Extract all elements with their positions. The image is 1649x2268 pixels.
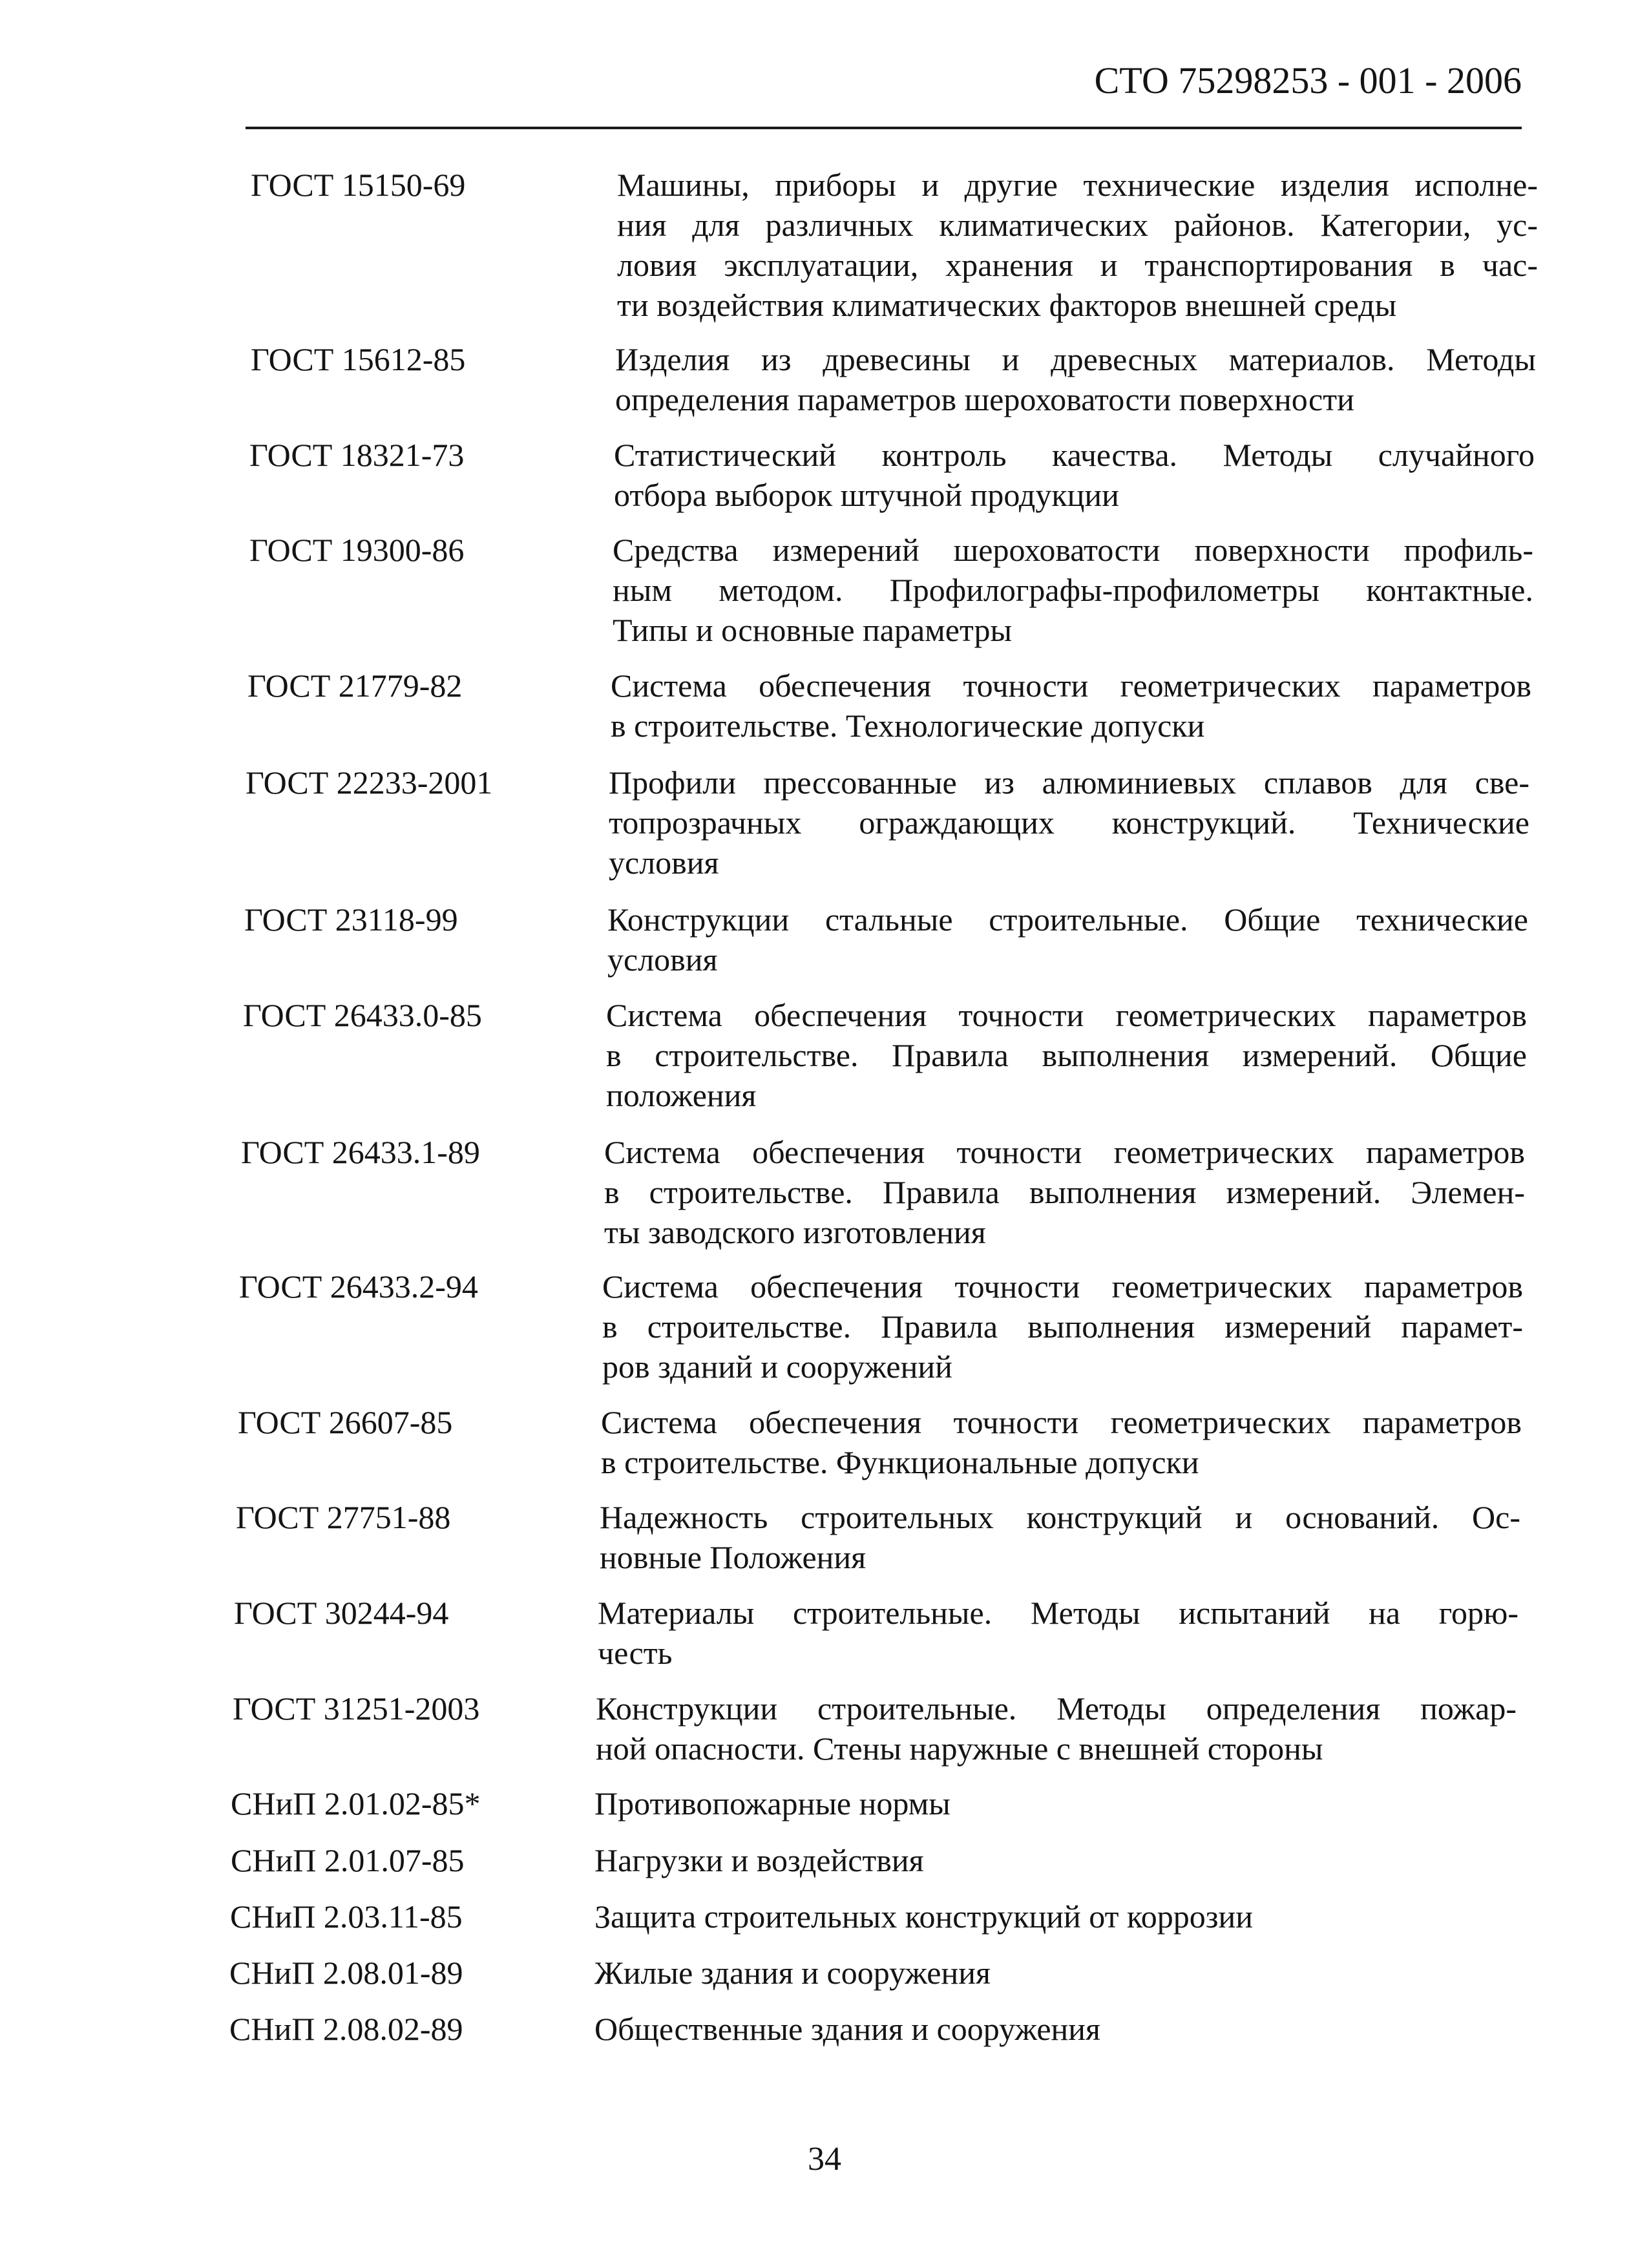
reference-title-line: положения (606, 1077, 757, 1113)
reference-entry (0, 1132, 1649, 1250)
reference-title (600, 1497, 1520, 1577)
reference-title (617, 165, 1538, 325)
reference-title-line: в строительстве. Функциональные допуски (601, 1444, 1199, 1480)
reference-entry (0, 530, 1649, 648)
reference-code: ГОСТ 15612-85 (251, 341, 466, 377)
reference-title-line: Статистический контроль качества. Методы случайного (614, 437, 1535, 473)
reference-entry (0, 1266, 1649, 1385)
reference-title (596, 1688, 1517, 1769)
reference-code: ГОСТ 23118-99 (244, 901, 458, 938)
reference-code: СНиП 2.08.02-89 (229, 2011, 463, 2047)
reference-entry (0, 899, 1649, 978)
reference-code: ГОСТ 18321-73 (249, 437, 465, 473)
reference-title-line: ловия эксплуатации, хранения и транспортирования в час- (617, 247, 1538, 283)
reference-title-line: Надежность строительных конструкций и оснований. Ос- (600, 1499, 1520, 1535)
reference-title (607, 899, 1528, 980)
reference-code: СНиП 2.01.02-85* (231, 1785, 481, 1822)
reference-title-line: Система обеспечения точности геометрических параметров (606, 997, 1527, 1033)
reference-title (611, 666, 1531, 746)
reference-title-line: ты заводского изготовления (604, 1214, 986, 1250)
reference-entry (0, 762, 1649, 881)
reference-entry (0, 1840, 1649, 1880)
reference-title (613, 530, 1533, 650)
reference-title-line: честь (598, 1635, 673, 1671)
reference-title-line: в строительстве. Правила выполнения измерений. Элемен- (604, 1174, 1525, 1210)
reference-code: ГОСТ 31251-2003 (233, 1690, 480, 1727)
document-code-header: СТО 75298253 - 001 - 2006 (1094, 59, 1522, 101)
reference-entry (0, 435, 1649, 513)
reference-title (598, 1593, 1518, 1673)
reference-title-line: Система обеспечения точности геометрических параметров (602, 1268, 1523, 1305)
reference-title-line: Система обеспечения точности геометрических параметров (611, 667, 1531, 704)
reference-entry (0, 1953, 1649, 1993)
reference-title (604, 1132, 1525, 1252)
reference-title-line: в строительстве. Правила выполнения измерений парамет- (602, 1308, 1523, 1345)
reference-title-line: Общественные здания и сооружения (594, 2011, 1101, 2047)
reference-title-line: Противопожарные нормы (594, 1785, 951, 1822)
reference-title-line: Профили прессованные из алюминиевых сплавов для све- (609, 764, 1529, 801)
reference-title (594, 1896, 1515, 1937)
reference-title (609, 762, 1529, 883)
reference-entry (0, 1497, 1649, 1575)
reference-title-line: условия (609, 845, 719, 881)
reference-title-line: отбора выборок штучной продукции (614, 477, 1119, 513)
reference-title-line: Средства измерений шероховатости поверхности профиль- (613, 532, 1533, 568)
reference-title-line: Жилые здания и сооружения (594, 1955, 991, 1991)
reference-code: СНиП 2.01.07-85 (231, 1842, 465, 1878)
reference-code: ГОСТ 30244-94 (234, 1595, 449, 1631)
reference-entry (0, 1688, 1649, 1767)
reference-title-line: Система обеспечения точности геометрических параметров (604, 1134, 1525, 1170)
reference-entry (0, 165, 1649, 323)
reference-entry (0, 339, 1649, 417)
reference-code: ГОСТ 26433.1-89 (241, 1134, 480, 1170)
reference-entry (0, 1593, 1649, 1671)
reference-entry (0, 1783, 1649, 1823)
reference-entry (0, 1896, 1649, 1937)
reference-entry (0, 995, 1649, 1113)
reference-title-line: ным методом. Профилографы-профилометры контактные. (613, 572, 1533, 608)
reference-title-line: ния для различных климатических районов. Категории, ус- (617, 207, 1538, 243)
reference-title-line: в строительстве. Правила выполнения измерений. Общие (606, 1037, 1527, 1073)
reference-title (614, 435, 1535, 515)
header-rule (246, 127, 1522, 129)
reference-code: ГОСТ 22233-2001 (246, 764, 493, 801)
reference-title (594, 2009, 1515, 2049)
reference-title (594, 1783, 1515, 1823)
reference-title-line: ти воздействия климатических факторов внешней среды (617, 287, 1397, 323)
reference-entry (0, 666, 1649, 744)
reference-code: ГОСТ 21779-82 (247, 667, 463, 704)
reference-title-line: ной опасности. Стены наружные с внешней стороны (596, 1730, 1323, 1767)
reference-code: ГОСТ 26433.2-94 (239, 1268, 478, 1305)
reference-code: ГОСТ 26433.0-85 (243, 997, 482, 1033)
reference-code: ГОСТ 27751-88 (236, 1499, 451, 1535)
reference-title-line: Машины, приборы и другие технические изделия исполне- (617, 167, 1538, 203)
reference-title-line: топрозрачных ограждающих конструкций. Технические (609, 804, 1529, 841)
page-number: 34 (808, 2141, 841, 2178)
reference-title-line: Материалы строительные. Методы испытаний на горю- (598, 1595, 1518, 1631)
reference-code: ГОСТ 19300-86 (249, 532, 465, 568)
reference-title-line: Нагрузки и воздействия (594, 1842, 924, 1878)
reference-title-line: новные Положения (600, 1539, 867, 1575)
reference-title-line: Типы и основные параметры (613, 612, 1013, 648)
reference-title (601, 1402, 1522, 1482)
reference-title (615, 339, 1536, 419)
reference-code: СНиП 2.08.01-89 (229, 1955, 463, 1991)
reference-title-line: условия (607, 941, 718, 978)
reference-title-line: Защита строительных конструкций от коррозии (594, 1898, 1253, 1935)
reference-title-line: Конструкции строительные. Методы определения пожар- (596, 1690, 1517, 1727)
reference-title (594, 1953, 1515, 1993)
reference-entry (0, 1402, 1649, 1480)
reference-title-line: Изделия из древесины и древесных материалов. Методы (615, 341, 1536, 377)
reference-title-line: определения параметров шероховатости поверхности (615, 381, 1354, 417)
reference-title-line: Система обеспечения точности геометрических параметров (601, 1404, 1522, 1440)
reference-title-line: ров зданий и сооружений (602, 1349, 952, 1385)
reference-title-line: в строительстве. Технологические допуски (611, 708, 1205, 744)
reference-title (606, 995, 1527, 1115)
reference-title (594, 1840, 1515, 1880)
reference-title (602, 1266, 1523, 1387)
reference-code: ГОСТ 15150-69 (251, 167, 466, 203)
reference-code: СНиП 2.03.11-85 (230, 1898, 463, 1935)
reference-entry (0, 2009, 1649, 2049)
reference-title-line: Конструкции стальные строительные. Общие технические (607, 901, 1528, 938)
reference-code: ГОСТ 26607-85 (238, 1404, 453, 1440)
